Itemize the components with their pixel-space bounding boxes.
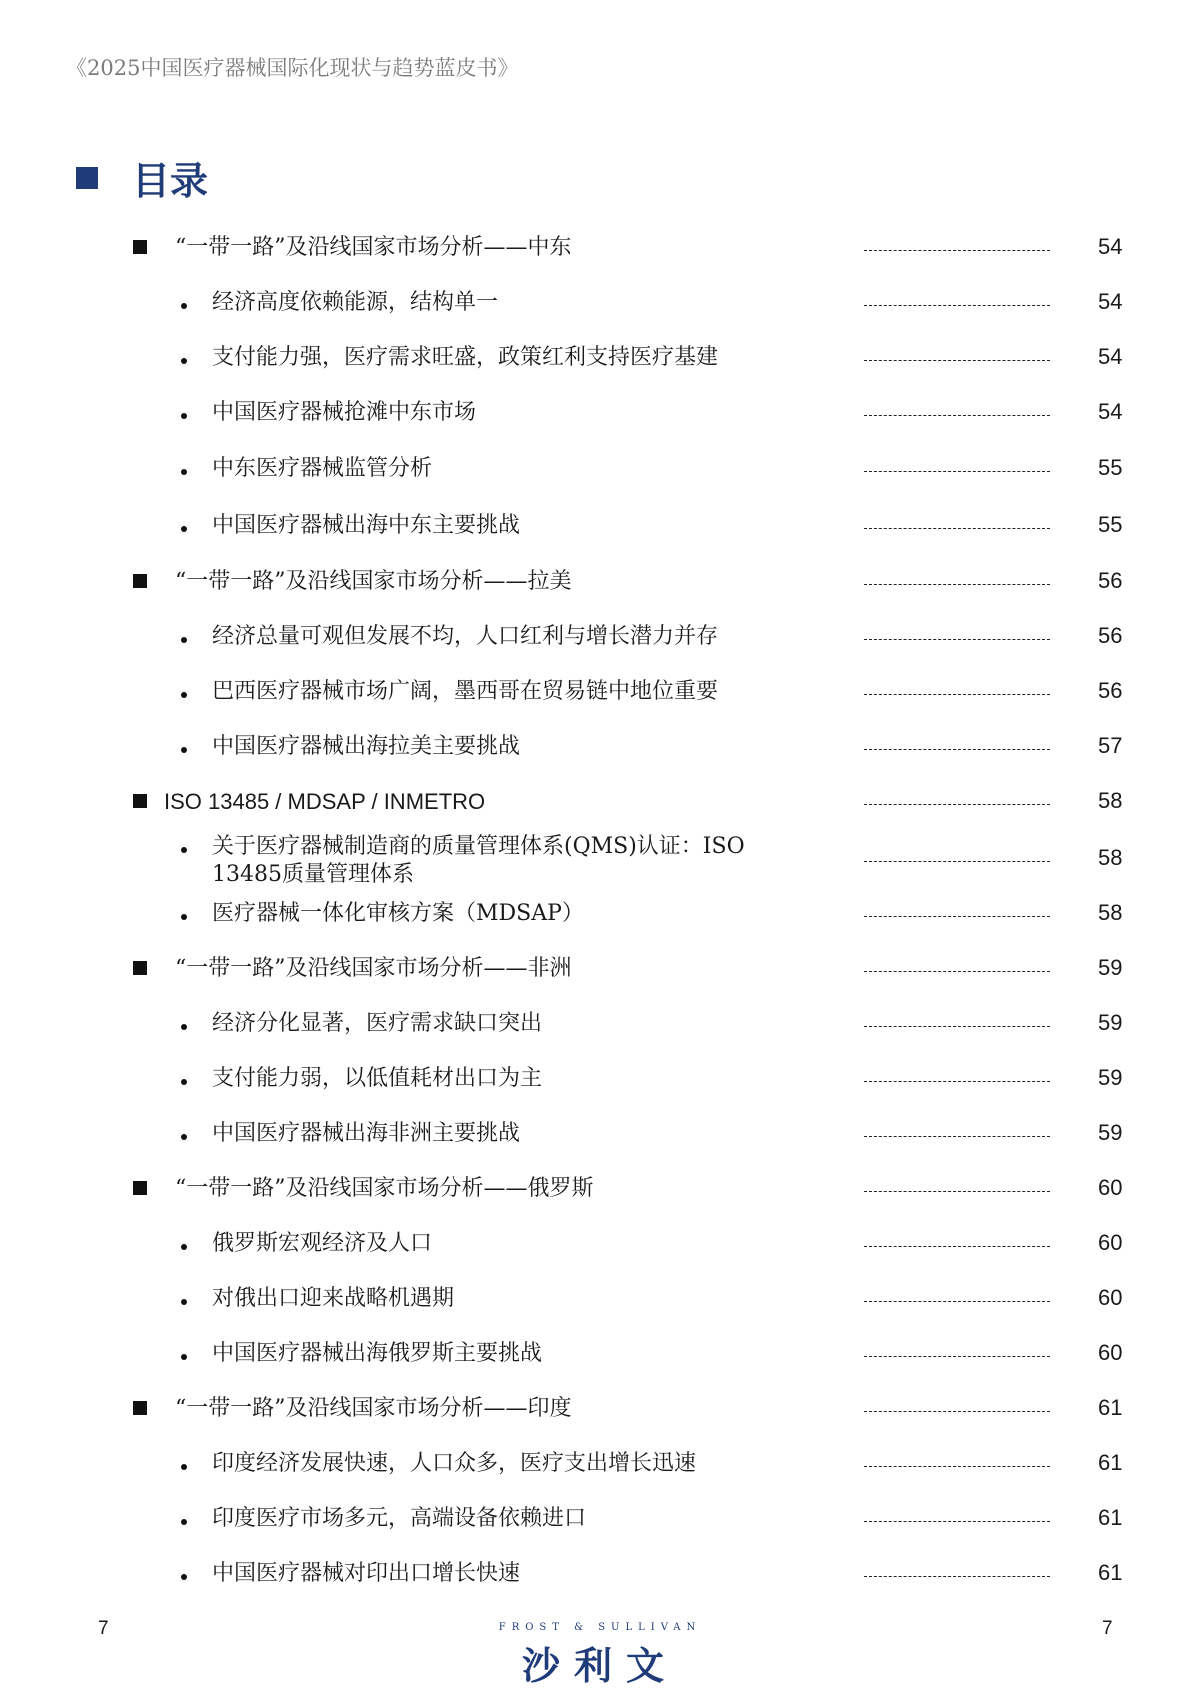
toc-page-number: 58: [1098, 845, 1123, 870]
toc-entry-text: 中东医疗器械监管分析: [212, 456, 433, 481]
dotted-leader: [864, 250, 1050, 251]
toc-entry[interactable]: [0, 729, 1200, 769]
dotted-leader: [864, 584, 1050, 585]
square-bullet-icon: [133, 1181, 147, 1195]
toc-entry[interactable]: [0, 784, 1200, 824]
dotted-leader: [864, 639, 1050, 640]
dot-bullet-icon: [181, 1299, 187, 1305]
dotted-leader: [864, 916, 1050, 917]
dot-bullet-icon: [181, 1574, 187, 1580]
toc-page-number: 59: [1098, 955, 1123, 980]
dot-bullet-icon: [181, 747, 187, 753]
dotted-leader: [864, 528, 1050, 529]
dotted-leader: [864, 971, 1050, 972]
dotted-leader: [864, 1466, 1050, 1467]
square-bullet-icon: [133, 240, 147, 254]
toc-entry-text: 巴西医疗器械市场广阔，墨西哥在贸易链中地位重要: [212, 679, 719, 704]
dotted-leader: [864, 1246, 1050, 1247]
toc-page-number: 56: [1098, 678, 1123, 703]
toc-entry-text: “一带一路”及沿线国家市场分析——俄罗斯: [175, 1176, 594, 1201]
toc-entry[interactable]: [0, 619, 1200, 659]
dotted-leader: [864, 415, 1050, 416]
dotted-leader: [864, 1521, 1050, 1522]
toc-entry-text: 中国医疗器械出海俄罗斯主要挑战: [212, 1341, 543, 1366]
toc-entry-text: 经济总量可观但发展不均，人口红利与增长潜力并存: [212, 624, 719, 649]
toc-entry[interactable]: [0, 951, 1200, 991]
dotted-leader: [864, 694, 1050, 695]
toc-entry-text: 中国医疗器械对印出口增长快速: [212, 1561, 521, 1586]
toc-entry[interactable]: [0, 230, 1200, 270]
logo-english-text: FROST & SULLIVAN: [498, 1622, 702, 1633]
toc-entry-text: 印度医疗市场多元，高端设备依赖进口: [212, 1506, 587, 1531]
dot-bullet-icon: [181, 692, 187, 698]
toc-entry-text: 中国医疗器械出海非洲主要挑战: [212, 1121, 521, 1146]
toc-entry[interactable]: [0, 564, 1200, 604]
dot-bullet-icon: [181, 526, 187, 532]
toc-page-number: 54: [1098, 399, 1123, 424]
dot-bullet-icon: [181, 1464, 187, 1470]
dot-bullet-icon: [181, 637, 187, 643]
toc-page-number: 61: [1098, 1560, 1123, 1585]
toc-entry-text: 中国医疗器械出海中东主要挑战: [212, 513, 521, 538]
dot-bullet-icon: [181, 358, 187, 364]
toc-entry-text: 中国医疗器械出海拉美主要挑战: [212, 734, 521, 759]
square-bullet-icon: [133, 794, 147, 808]
toc-entry-text: “一带一路”及沿线国家市场分析——拉美: [175, 569, 572, 594]
toc-entry-text: ISO 13485 / MDSAP / INMETRO: [164, 789, 486, 814]
dot-bullet-icon: [181, 1134, 187, 1140]
heading-square-icon: [76, 167, 98, 189]
toc-entry-text: 医疗器械一体化审核方案（MDSAP）: [212, 901, 584, 926]
toc-entry-text: 中国医疗器械抢滩中东市场: [212, 400, 477, 425]
toc-entry-text: 印度经济发展快速，人口众多，医疗支出增长迅速: [212, 1451, 697, 1476]
toc-page-number: 58: [1098, 788, 1123, 813]
dot-bullet-icon: [181, 914, 187, 920]
square-bullet-icon: [133, 1401, 147, 1415]
dotted-leader: [864, 471, 1050, 472]
toc-page-number: 61: [1098, 1395, 1123, 1420]
toc-page-number: 56: [1098, 568, 1123, 593]
dotted-leader: [864, 749, 1050, 750]
toc-entry[interactable]: [0, 1336, 1200, 1376]
toc-entry[interactable]: [0, 340, 1200, 380]
dotted-leader: [864, 1356, 1050, 1357]
dotted-leader: [864, 1081, 1050, 1082]
toc-page-number: 61: [1098, 1505, 1123, 1530]
toc-page-number: 60: [1098, 1175, 1123, 1200]
toc-page-number: 55: [1098, 455, 1123, 480]
toc-entry[interactable]: [0, 896, 1200, 936]
toc-title: 目录: [132, 159, 209, 203]
toc-entry-text: 俄罗斯宏观经济及人口: [212, 1231, 433, 1256]
toc-entry-text: 对俄出口迎来战略机遇期: [212, 1286, 455, 1311]
dotted-leader: [864, 861, 1050, 862]
dot-bullet-icon: [181, 469, 187, 475]
toc-page-number: 55: [1098, 512, 1123, 537]
footer-page-number-left: 7: [98, 1618, 109, 1639]
toc-entry-text: “一带一路”及沿线国家市场分析——中东: [175, 235, 572, 260]
logo-chinese-text: 沙利文: [521, 1644, 678, 1688]
toc-entry-text: “一带一路”及沿线国家市场分析——印度: [175, 1396, 572, 1421]
toc-page-number: 61: [1098, 1450, 1123, 1475]
toc-entry[interactable]: [0, 395, 1200, 435]
document-header-title: 《2025中国医疗器械国际化现状与趋势蓝皮书》: [66, 56, 519, 80]
toc-entry-text: 经济分化显著，医疗需求缺口突出: [212, 1011, 543, 1036]
toc-entry[interactable]: [0, 1281, 1200, 1321]
dot-bullet-icon: [181, 1079, 187, 1085]
toc-entry[interactable]: [0, 1006, 1200, 1046]
dotted-leader: [864, 1191, 1050, 1192]
dotted-leader: [864, 1411, 1050, 1412]
toc-entry-text: “一带一路”及沿线国家市场分析——非洲: [175, 956, 572, 981]
toc-page-number: 60: [1098, 1285, 1123, 1310]
toc-entry[interactable]: [0, 1501, 1200, 1541]
toc-page-number: 54: [1098, 344, 1123, 369]
toc-entry[interactable]: [0, 1391, 1200, 1431]
dot-bullet-icon: [181, 847, 187, 853]
toc-entry[interactable]: [0, 1446, 1200, 1486]
toc-page-number: 60: [1098, 1230, 1123, 1255]
dot-bullet-icon: [181, 1024, 187, 1030]
frost-sullivan-logo: [470, 1622, 730, 1690]
toc-entry-text: 关于医疗器械制造商的质量管理体系(QMS)认证：ISO 13485质量管理体系: [212, 834, 745, 887]
toc-entry[interactable]: [0, 674, 1200, 714]
dot-bullet-icon: [181, 1519, 187, 1525]
dot-bullet-icon: [181, 1354, 187, 1360]
dot-bullet-icon: [181, 413, 187, 419]
toc-page-number: 60: [1098, 1340, 1123, 1365]
toc-page-number: 56: [1098, 623, 1123, 648]
toc-page-number: 54: [1098, 234, 1123, 259]
toc-entry[interactable]: [0, 834, 1200, 887]
toc-page-number: 59: [1098, 1010, 1123, 1035]
toc-entry[interactable]: [0, 1061, 1200, 1101]
dot-bullet-icon: [181, 1244, 187, 1250]
dotted-leader: [864, 804, 1050, 805]
toc-entry[interactable]: [0, 1116, 1200, 1156]
dotted-leader: [864, 360, 1050, 361]
toc-entry-text: 经济高度依赖能源，结构单一: [212, 290, 499, 315]
toc-entry[interactable]: [0, 451, 1200, 491]
dotted-leader: [864, 1576, 1050, 1577]
toc-heading: [76, 150, 208, 205]
toc-entry-text: 支付能力强，医疗需求旺盛，政策红利支持医疗基建: [212, 345, 719, 370]
toc-entry-text: 支付能力弱，以低值耗材出口为主: [212, 1066, 543, 1091]
toc-entry[interactable]: [0, 1226, 1200, 1266]
toc-entry[interactable]: [0, 1171, 1200, 1211]
toc-entry[interactable]: [0, 285, 1200, 325]
square-bullet-icon: [133, 574, 147, 588]
footer-page-number-right: 7: [1102, 1618, 1113, 1639]
toc-page-number: 57: [1098, 733, 1123, 758]
dot-bullet-icon: [181, 303, 187, 309]
dotted-leader: [864, 1026, 1050, 1027]
toc-page-number: 54: [1098, 289, 1123, 314]
toc-entry[interactable]: [0, 1556, 1200, 1596]
toc-entry[interactable]: [0, 508, 1200, 548]
dotted-leader: [864, 305, 1050, 306]
toc-page-number: 59: [1098, 1120, 1123, 1145]
dotted-leader: [864, 1301, 1050, 1302]
toc-page-number: 59: [1098, 1065, 1123, 1090]
toc-page-number: 58: [1098, 900, 1123, 925]
square-bullet-icon: [133, 961, 147, 975]
dotted-leader: [864, 1136, 1050, 1137]
